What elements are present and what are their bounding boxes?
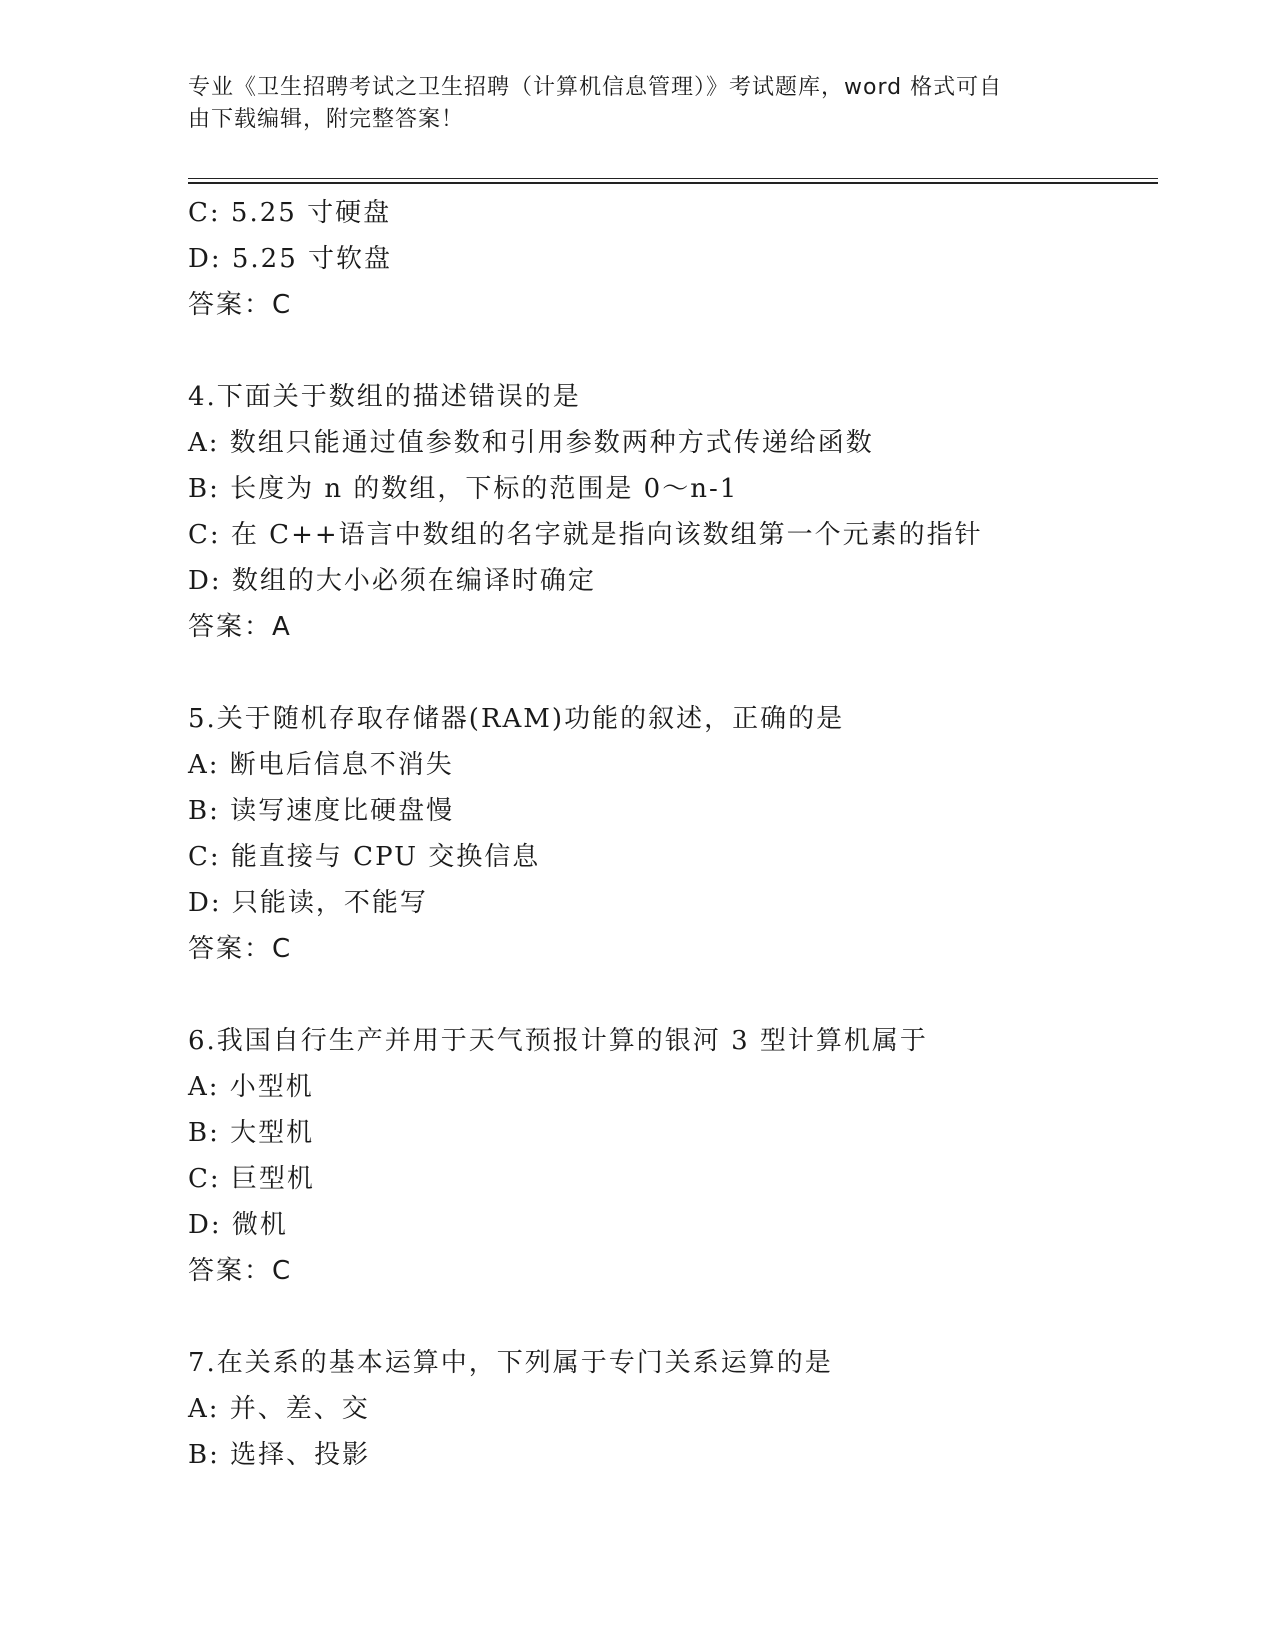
answer-line: 答案：C	[188, 934, 293, 964]
spacer	[188, 650, 1158, 696]
question-text: 7.在关系的基本运算中，下列属于专门关系运算的是	[188, 1348, 833, 1378]
question-block-5	[188, 696, 1158, 972]
option-d: D: 5.25 寸软盘	[188, 244, 393, 274]
question-text: 6.我国自行生产并用于天气预报计算的银河 3 型计算机属于	[188, 1026, 928, 1056]
option-c: C: 能直接与 CPU 交换信息	[188, 842, 541, 872]
option-d: D: 微机	[188, 1210, 288, 1240]
option-a: A: 并、差、交	[188, 1394, 370, 1424]
header-line-1: 专业《卫生招聘考试之卫生招聘（计算机信息管理）》考试题库，word 格式可自	[188, 75, 1003, 100]
question-block-6	[188, 1018, 1158, 1294]
option-a: A: 断电后信息不消失	[188, 750, 454, 780]
option-a: A: 数组只能通过值参数和引用参数两种方式传递给函数	[188, 428, 874, 458]
option-b: B: 选择、投影	[188, 1440, 371, 1470]
spacer	[188, 972, 1158, 1018]
spacer	[188, 328, 1158, 374]
question-block-4	[188, 374, 1158, 650]
header-divider-thick	[188, 182, 1158, 184]
answer-line: 答案：C	[188, 290, 293, 320]
answer-line: 答案：A	[188, 612, 292, 642]
answer-line: 答案：C	[188, 1256, 293, 1286]
header-divider-thin	[188, 178, 1158, 179]
question-block-continued	[188, 190, 1158, 328]
header-line-2: 由下载编辑，附完整答案！	[188, 107, 465, 132]
question-block-7	[188, 1340, 1158, 1478]
question-text: 5.关于随机存取存储器(RAM)功能的叙述，正确的是	[188, 704, 845, 734]
option-b: B: 大型机	[188, 1118, 315, 1148]
option-c: C: 5.25 寸硬盘	[188, 198, 392, 228]
option-b: B: 读写速度比硬盘慢	[188, 796, 455, 826]
document-header	[188, 72, 1088, 136]
spacer	[188, 1294, 1158, 1340]
option-c: C: 在 C++语言中数组的名字就是指向该数组第一个元素的指针	[188, 520, 983, 550]
option-c: C: 巨型机	[188, 1164, 315, 1194]
option-d: D: 只能读，不能写	[188, 888, 428, 918]
question-text: 4.下面关于数组的描述错误的是	[188, 382, 581, 412]
question-list	[188, 190, 1158, 1478]
option-b: B: 长度为 n 的数组，下标的范围是 0～n-1	[188, 474, 739, 504]
option-d: D: 数组的大小必须在编译时确定	[188, 566, 596, 596]
option-a: A: 小型机	[188, 1072, 314, 1102]
